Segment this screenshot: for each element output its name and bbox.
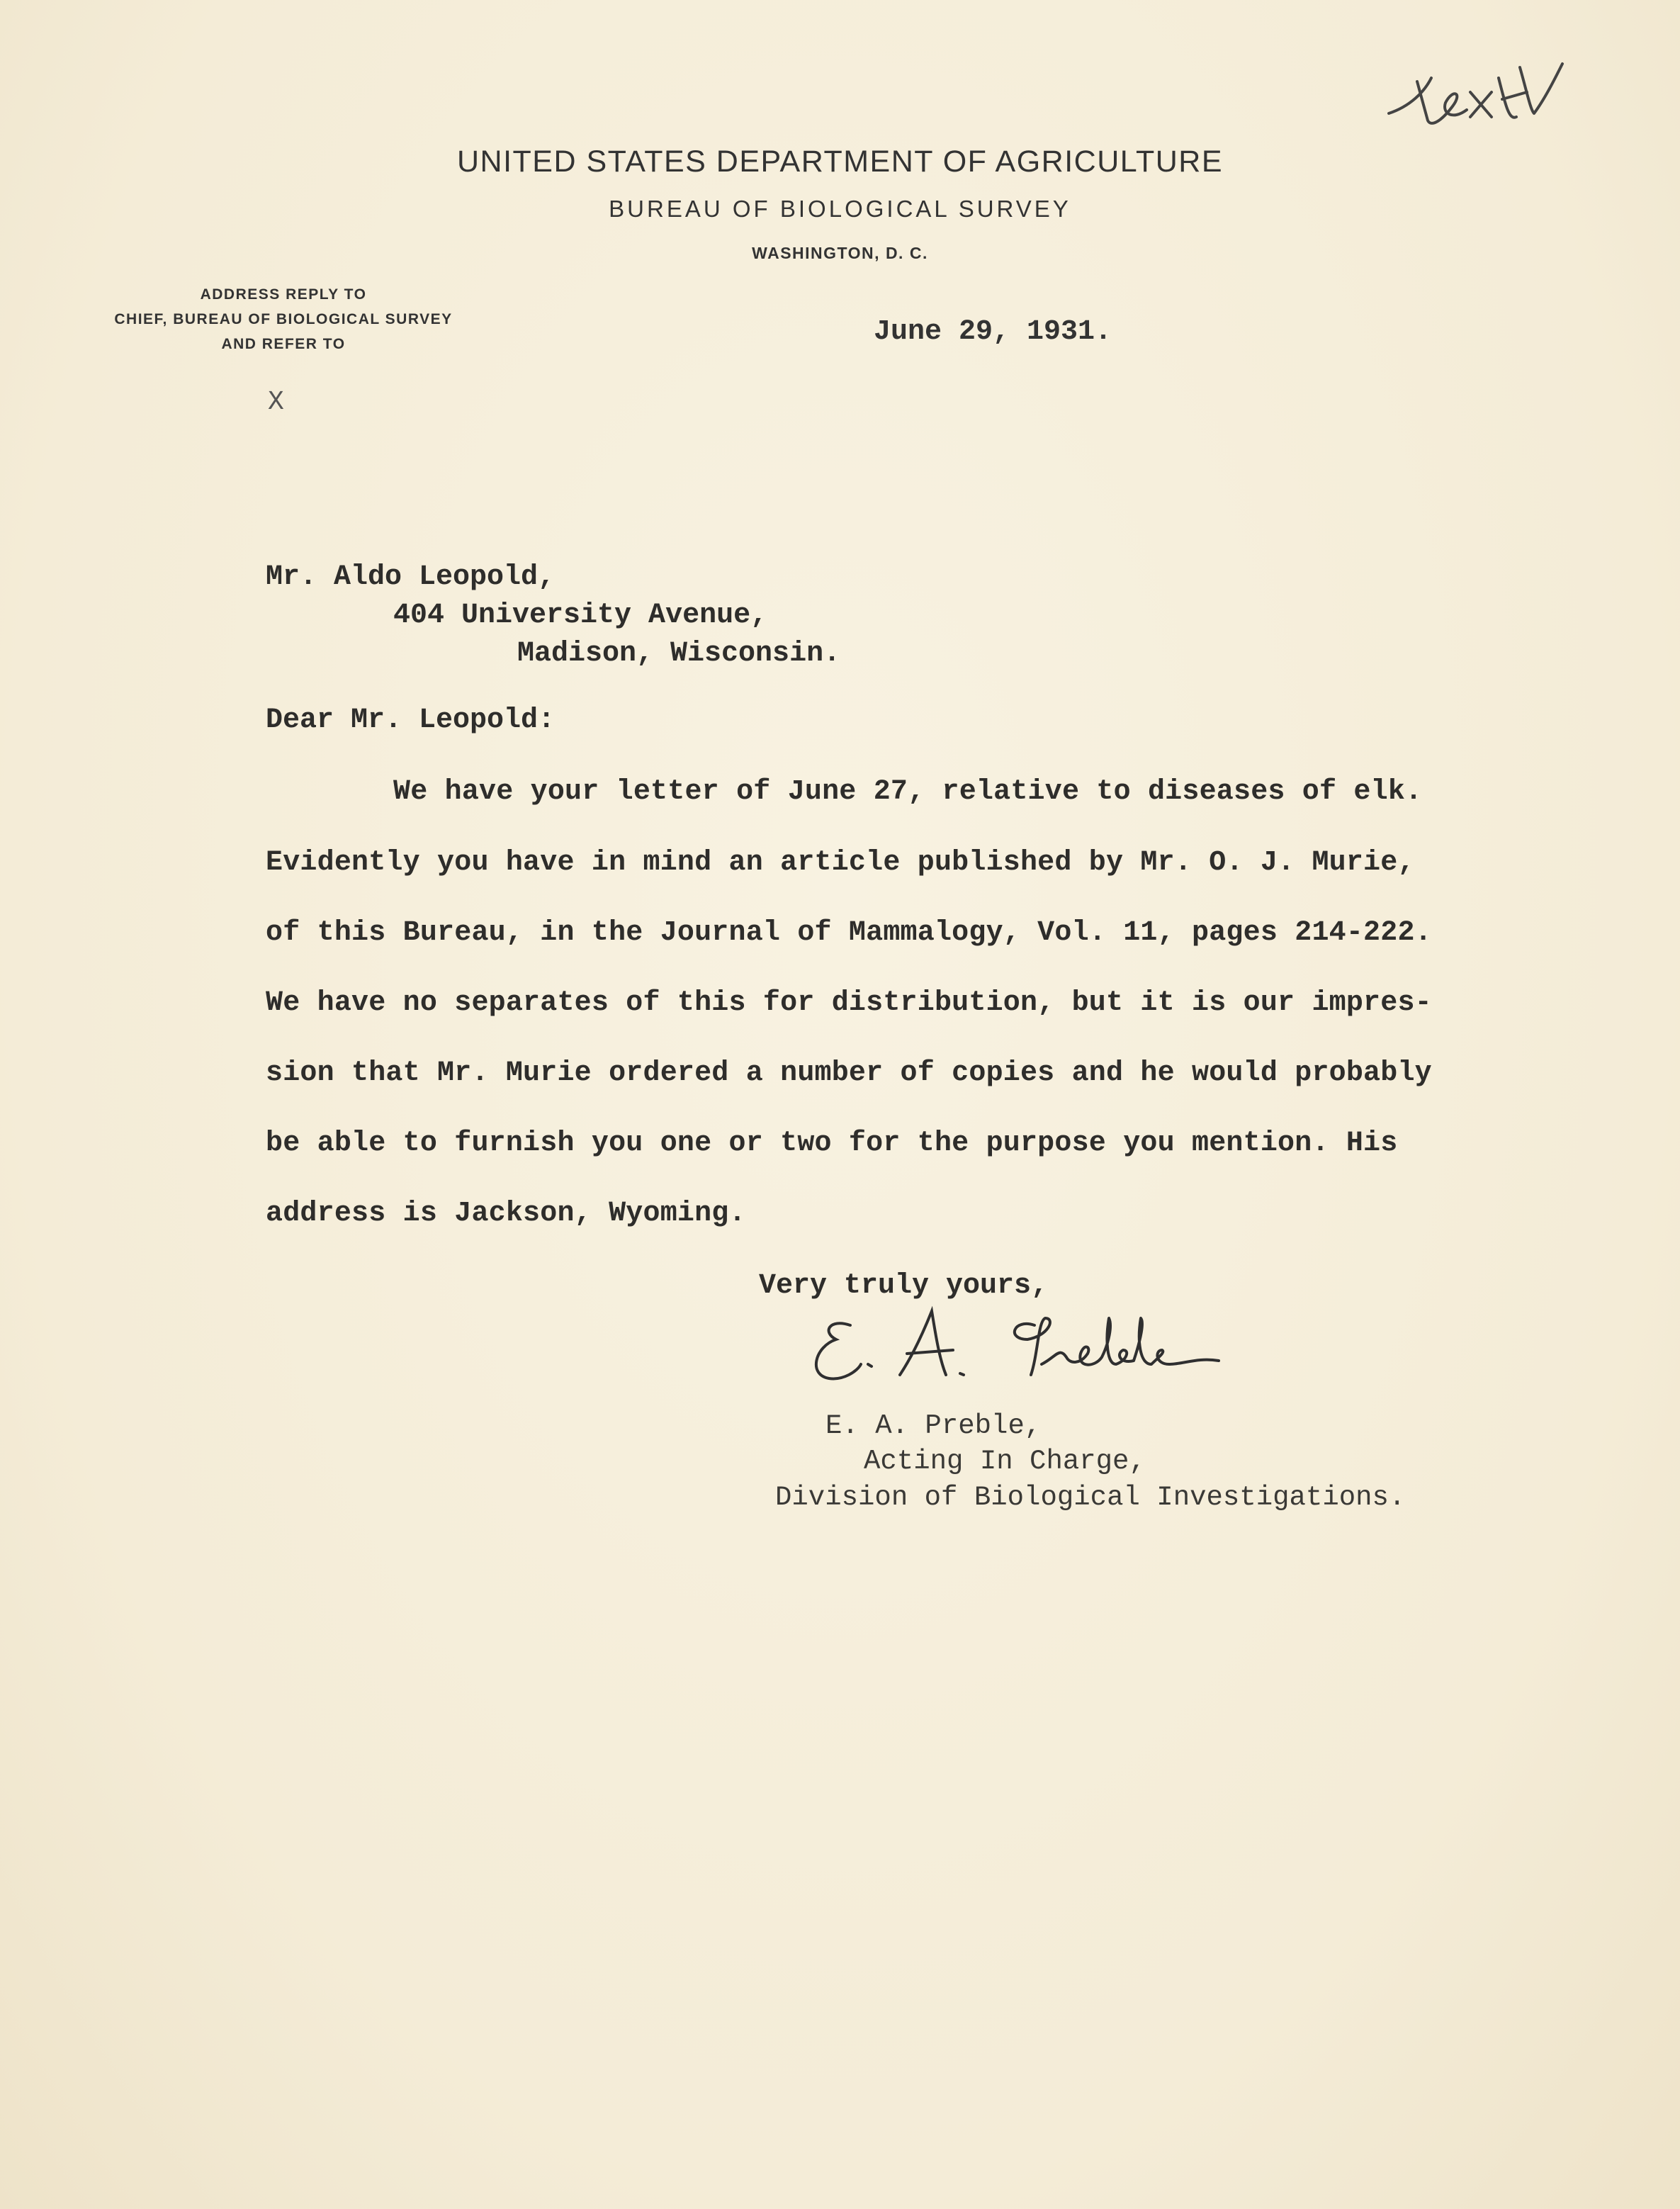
signer-division: Division of Biological Investigations.	[775, 1482, 1406, 1513]
reply-line-2: CHIEF, BUREAU OF BIOLOGICAL SURVEY	[114, 311, 453, 327]
bureau-heading: BUREAU OF BIOLOGICAL SURVEY	[609, 196, 1071, 222]
signature	[801, 1297, 1240, 1403]
recipient-city: Madison, Wisconsin.	[517, 638, 841, 670]
handwritten-note	[1375, 50, 1573, 142]
body-line: of this Bureau, in the Journal of Mammalogy, Vol. 11, pages 214-222.	[266, 917, 1432, 949]
reply-line-1: ADDRESS REPLY TO	[200, 286, 367, 303]
body-line: be able to furnish you one or two for the purpose you mention. His	[266, 1128, 1398, 1159]
body-line: sion that Mr. Murie ordered a number of copies and he would probably	[266, 1057, 1432, 1089]
recipient-name: Mr. Aldo Leopold,	[266, 561, 556, 593]
reply-line-3: AND REFER TO	[221, 336, 346, 352]
recipient-street: 404 University Avenue,	[393, 600, 768, 631]
department-heading: UNITED STATES DEPARTMENT OF AGRICULTURE	[456, 145, 1224, 179]
salutation: Dear Mr. Leopold:	[266, 704, 556, 736]
letter-date: June 29, 1931.	[874, 316, 1112, 348]
body-line: address is Jackson, Wyoming.	[266, 1198, 746, 1230]
signer-name: E. A. Preble,	[825, 1410, 1042, 1441]
reference-mark: X	[268, 387, 284, 417]
body-line: Evidently you have in mind an article published by Mr. O. J. Murie,	[266, 847, 1415, 879]
signer-title: Acting In Charge,	[864, 1446, 1146, 1477]
reply-instructions	[78, 282, 489, 356]
city-heading: WASHINGTON, D. C.	[752, 244, 928, 262]
closing: Very truly yours,	[759, 1270, 1049, 1302]
body-line: We have no separates of this for distribution, but it is our impres-	[266, 987, 1432, 1019]
body-line: We have your letter of June 27, relative to diseases of elk.	[393, 776, 1423, 808]
